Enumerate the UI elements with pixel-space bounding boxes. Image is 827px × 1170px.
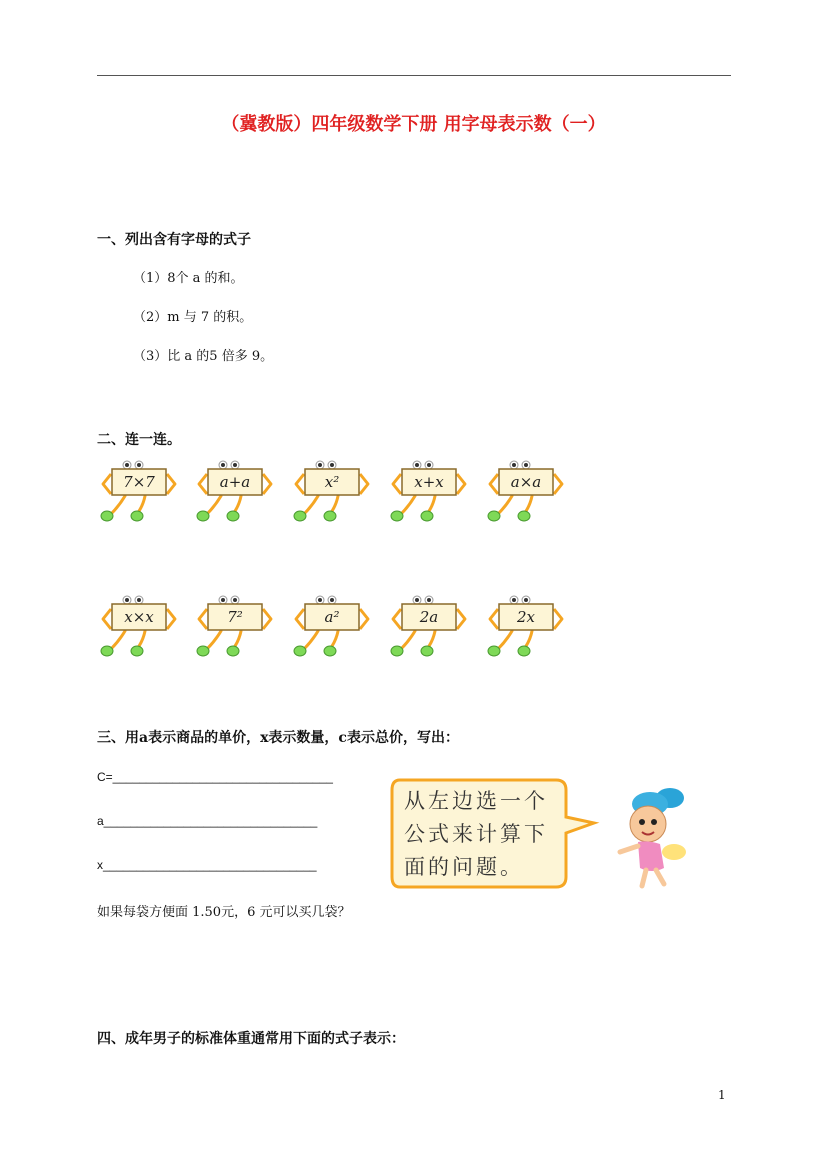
expression-card xyxy=(290,595,374,661)
bubble-line-2: 公式来计算下 xyxy=(404,822,548,846)
expression-card xyxy=(387,595,471,661)
expression-card-label: 2a xyxy=(419,608,439,626)
expression-card xyxy=(484,460,568,526)
page-title: （冀教版）四年级数学下册 用字母表示数（一） xyxy=(221,114,606,135)
section1-item-3: （3）比 a 的5 倍多 9。 xyxy=(133,349,274,364)
cartoon-character-icon xyxy=(612,782,692,892)
bubble-line-1: 从左边选一个 xyxy=(404,789,548,813)
section1-item-1: （1）8个 a 的和。 xyxy=(133,271,244,286)
answer-line-a: a________________________________ xyxy=(97,814,318,828)
page-number: 1 xyxy=(718,1088,726,1102)
expression-card xyxy=(97,595,181,661)
expression-card xyxy=(484,595,568,661)
answer-line-c: C=_________________________________ xyxy=(97,770,333,784)
expression-card-label: a+a xyxy=(219,473,251,491)
expression-card-label: x² xyxy=(324,473,340,491)
answer-line-x: x________________________________ xyxy=(97,858,317,872)
section2-heading: 二、连一连。 xyxy=(97,432,181,448)
expression-card-label: x×x xyxy=(124,608,154,626)
expression-card xyxy=(193,460,277,526)
expression-card-label: 7² xyxy=(227,608,243,626)
expression-card xyxy=(193,595,277,661)
bubble-line-3: 面的问题。 xyxy=(404,855,524,879)
expression-card-label: 2x xyxy=(516,608,535,626)
expression-card xyxy=(290,460,374,526)
expression-card-label: a×a xyxy=(510,473,542,491)
expression-card-label: a² xyxy=(324,608,340,626)
expression-card xyxy=(97,460,181,526)
question-text: 如果每袋方便面 1.50元，6 元可以买几袋？ xyxy=(97,905,351,920)
section1-heading: 一、列出含有字母的式子 xyxy=(97,232,251,248)
section1-item-2: （2）m 与 7 的积。 xyxy=(133,310,253,325)
header-rule xyxy=(97,75,731,76)
expression-card xyxy=(387,460,471,526)
speech-bubble xyxy=(390,777,602,892)
section3-heading: 三、用a表示商品的单价，x表示数量，c表示总价，写出： xyxy=(97,730,459,746)
section4-heading: 四、成年男子的标准体重通常用下面的式子表示： xyxy=(97,1031,405,1047)
expression-card-label: 7×7 xyxy=(123,473,155,491)
expression-card-label: x+x xyxy=(414,473,444,491)
